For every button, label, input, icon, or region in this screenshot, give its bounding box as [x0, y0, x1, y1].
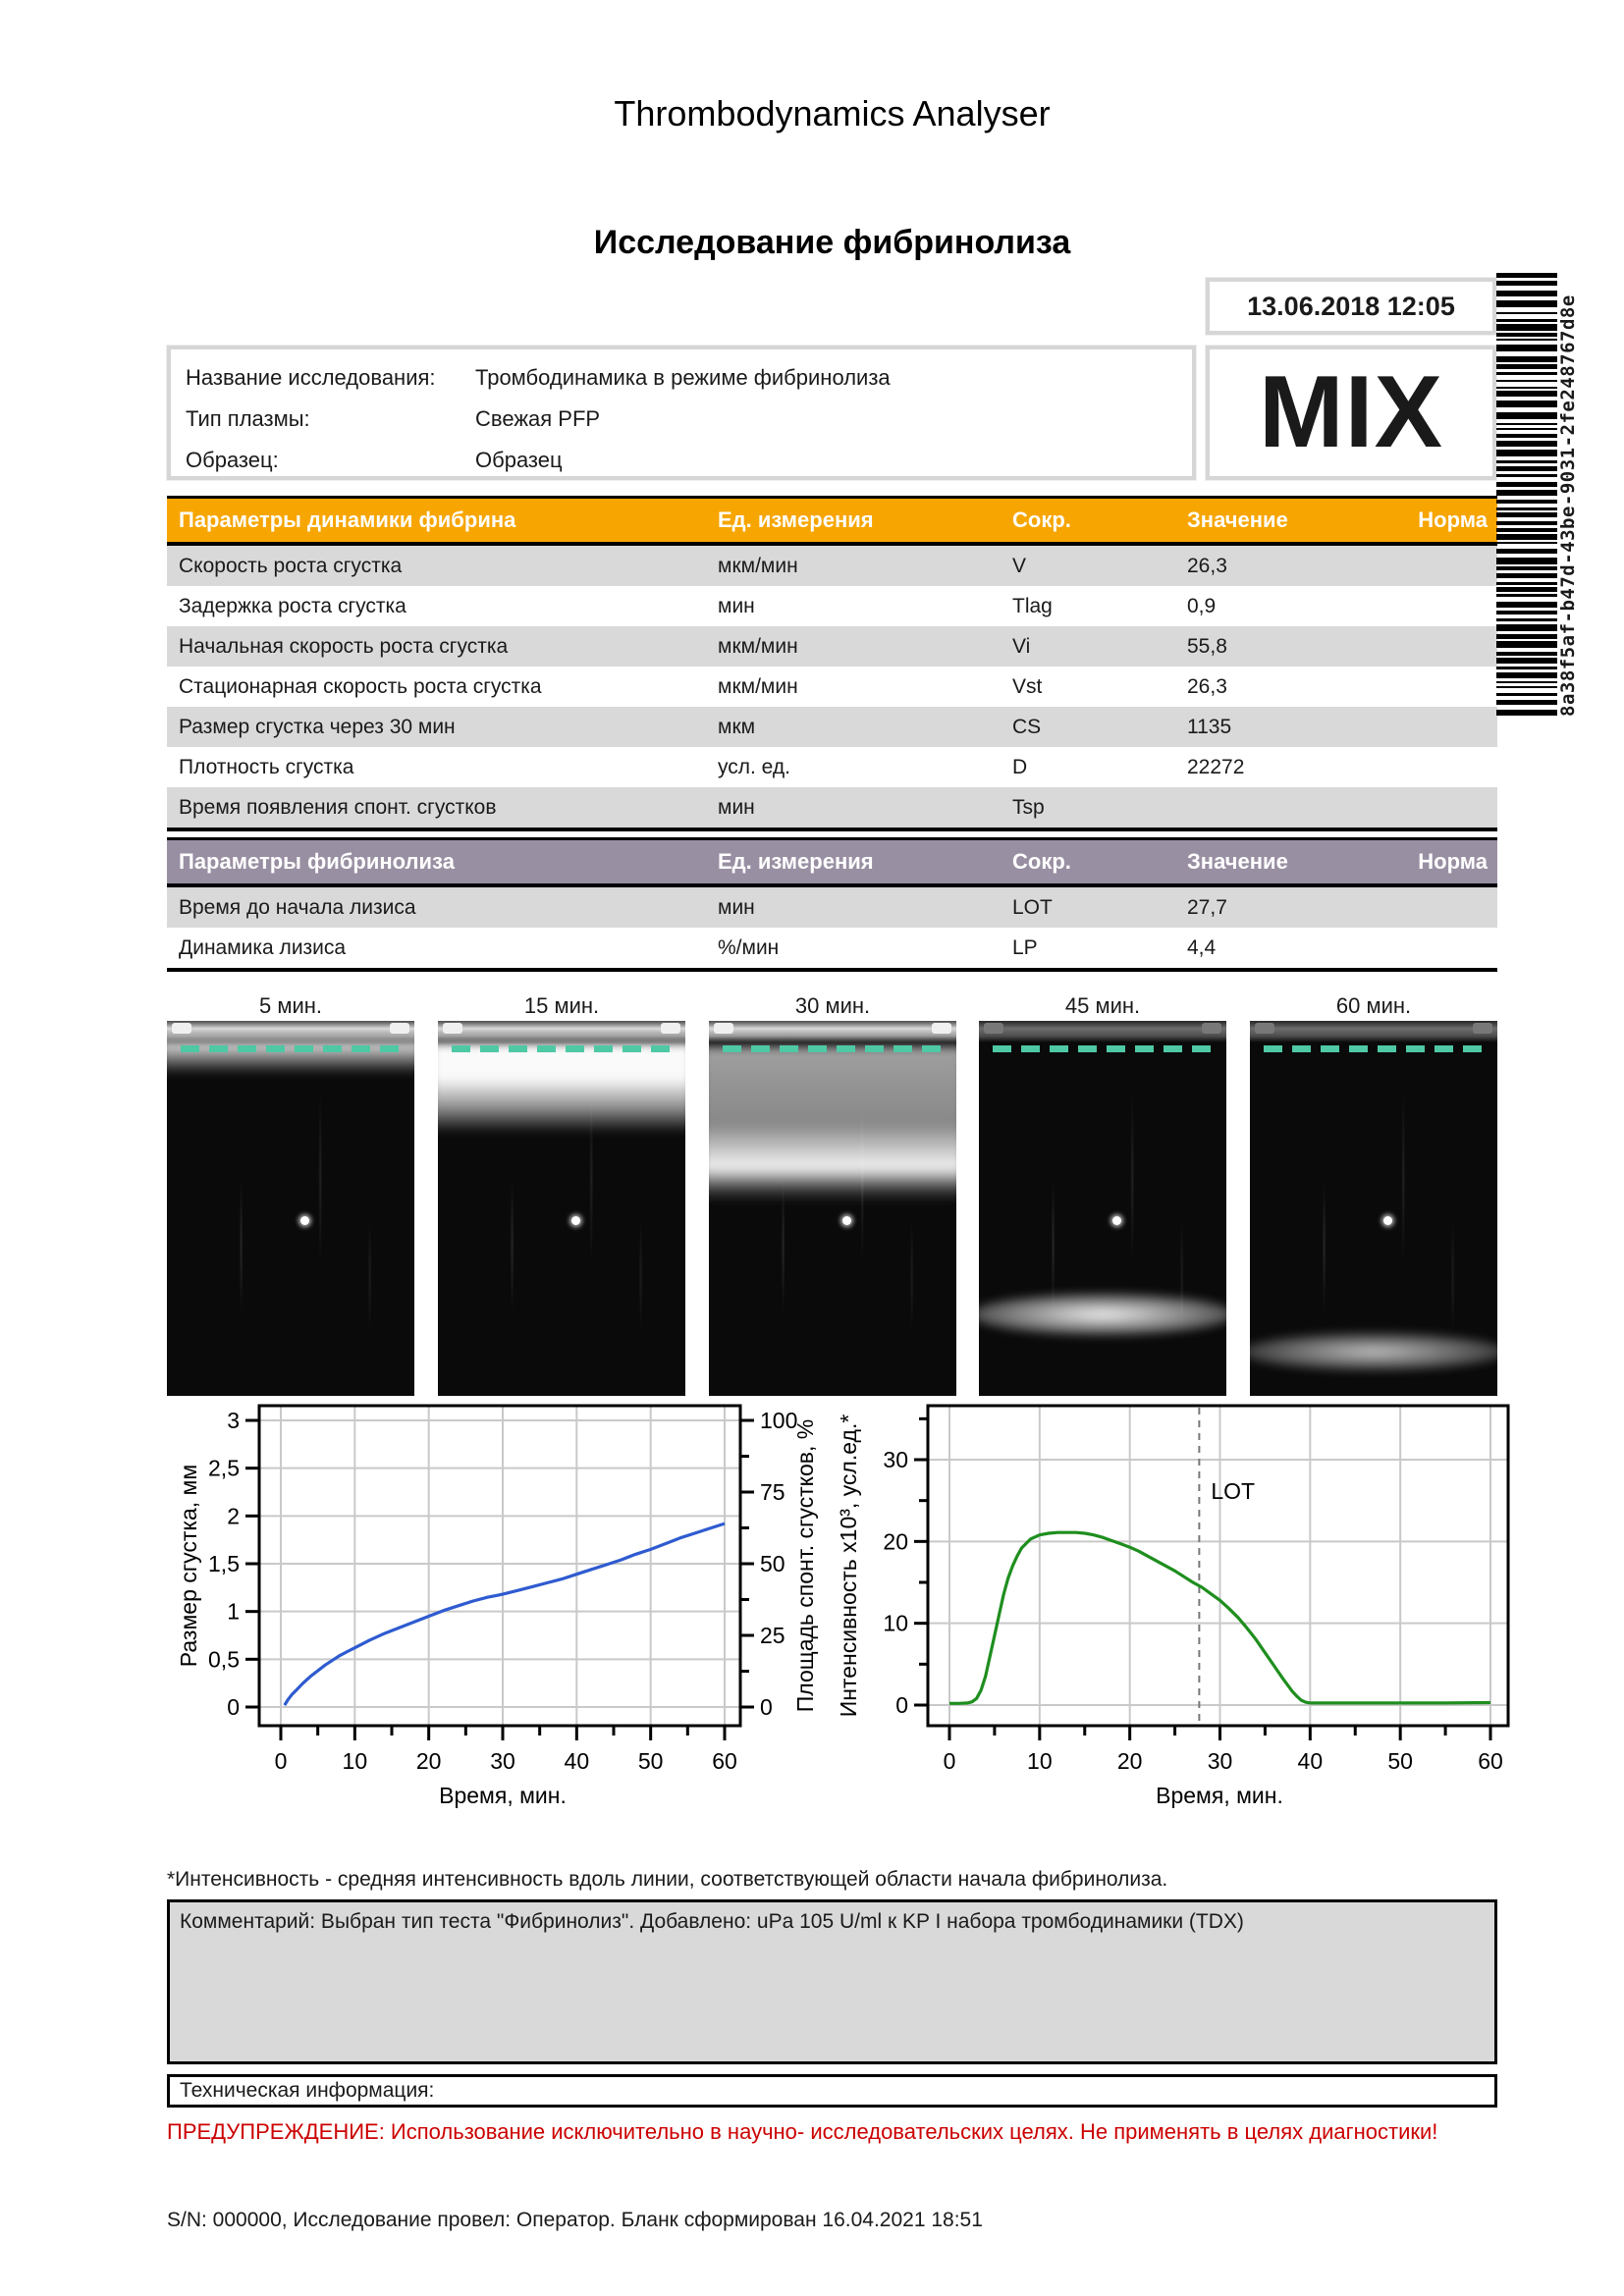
- table-row-cell: мкм/мин: [718, 635, 798, 658]
- table-row-cell: Задержка роста сгустка: [179, 595, 406, 617]
- table-row-cell: LP: [1012, 936, 1038, 959]
- barcode-bar: [1496, 387, 1557, 389]
- barcode-bar: [1496, 594, 1557, 597]
- table-row-cell: мкм/мин: [718, 555, 798, 577]
- lysis-start-dashed-line: [723, 1045, 943, 1052]
- barcode-bar: [1496, 364, 1557, 369]
- table-header: [167, 499, 1497, 542]
- table-row-cell: LOT: [1012, 896, 1053, 919]
- sample-type-badge: MIX: [1206, 346, 1496, 480]
- table-row-cell: мин: [718, 796, 755, 819]
- barcode-bar: [1496, 324, 1557, 331]
- photo-label-5min: 5 мин.: [258, 993, 323, 1018]
- chart-text: 0: [943, 1748, 956, 1774]
- barcode-bar: [1496, 441, 1557, 447]
- lysis-start-dashed-line: [181, 1045, 401, 1052]
- barcode-bar: [1496, 319, 1557, 322]
- table-header: [167, 840, 1497, 883]
- table-header-cell: Норма: [1418, 507, 1488, 532]
- barcode-bar: [1496, 667, 1557, 669]
- table-row-cell: мкм/мин: [718, 675, 798, 698]
- barcode-bar: [1496, 573, 1557, 578]
- footer-serial-line: S/N: 000000, Исследование провел: Оператор. Бланк сформирован 16.04.2021 18:51: [167, 2209, 983, 2231]
- clot-photo-60min: [1250, 1021, 1497, 1396]
- barcode-bar: [1496, 380, 1557, 382]
- info-value: Тромбодинамика в режиме фибринолиза: [475, 365, 891, 390]
- barcode-bar: [1496, 542, 1557, 544]
- info-row-study-name: [186, 357, 1192, 399]
- barcode-bar: [1496, 372, 1557, 375]
- chart-text: 0: [895, 1692, 908, 1718]
- barcode-bar: [1496, 428, 1557, 430]
- chart-text: LOT: [1211, 1478, 1256, 1504]
- clot-photo-30min: [709, 1021, 956, 1396]
- cuvette-edge: [438, 1021, 685, 1042]
- photo-label-30min: 30 мин.: [794, 993, 871, 1018]
- chart-text: 10: [883, 1610, 908, 1636]
- clot-photo-15min: [438, 1021, 685, 1396]
- barcode-bar: [1496, 652, 1557, 656]
- chart-text: 20: [883, 1528, 908, 1555]
- table-header-cell: Сокр.: [1012, 507, 1071, 532]
- lysis-start-dashed-line: [1264, 1045, 1484, 1052]
- clot-band: [1250, 1333, 1497, 1370]
- table-row-cell: Скорость роста сгустка: [179, 555, 403, 577]
- chart-series-clot-size-mm: [285, 1523, 725, 1705]
- barcode-bar: [1496, 693, 1557, 696]
- chart-text: 0,5: [208, 1646, 240, 1673]
- barcode-bar: [1496, 624, 1557, 631]
- bright-speck: [1112, 1216, 1121, 1225]
- table-row-cell: мкм: [718, 716, 756, 738]
- chart-text: 60: [1478, 1748, 1503, 1774]
- chart-text: 100: [760, 1408, 798, 1433]
- table-row-cell: Vst: [1012, 675, 1043, 698]
- clot-band: [709, 1046, 956, 1201]
- chart-text: 25: [760, 1623, 785, 1648]
- info-value: Образец: [475, 448, 563, 472]
- table-row-cell: %/мин: [718, 936, 780, 959]
- chart-text: 40: [1297, 1748, 1324, 1774]
- table-row-cell: Стационарная скорость роста сгустка: [179, 675, 542, 698]
- table-row-cell: V: [1012, 555, 1027, 577]
- table-row-cell: Tsp: [1012, 796, 1045, 819]
- barcode-bar: [1496, 273, 1557, 278]
- table-row-cell: Размер сгустка через 30 мин: [179, 716, 456, 738]
- table-header-cell: Параметры динамики фибрина: [179, 507, 516, 532]
- warning-text: ПРЕДУПРЕЖДЕНИЕ: Использование исключительно в научно- исследовательских целях. Не применять в целях диагностики!: [167, 2119, 1438, 2144]
- bright-speck: [842, 1216, 851, 1225]
- table-row: [167, 887, 1497, 928]
- barcode-bar: [1496, 686, 1557, 688]
- table-header-cell: Параметры фибринолиза: [179, 849, 455, 874]
- chart-text: 30: [1207, 1748, 1233, 1774]
- barcode-bar: [1496, 700, 1557, 705]
- table-row-cell: 26,3: [1187, 555, 1227, 577]
- barcode-bar: [1496, 534, 1557, 540]
- chart-text: 0: [274, 1748, 288, 1774]
- table-row: [167, 787, 1497, 828]
- cuvette-edge: [709, 1021, 956, 1042]
- barcode-bar: [1496, 466, 1557, 471]
- barcode-bar: [1496, 558, 1557, 564]
- chart-text: 50: [637, 1748, 664, 1774]
- table-row: [167, 667, 1497, 707]
- info-label: Образец:: [186, 448, 279, 472]
- clot-size-chart: [167, 1399, 854, 1821]
- table-header-cell: Ед. измерения: [718, 507, 874, 532]
- chart-text: 2,5: [208, 1455, 240, 1481]
- barcode-bar: [1496, 490, 1557, 496]
- info-label: Тип плазмы:: [186, 406, 310, 431]
- table-row-cell: 4,4: [1187, 936, 1217, 959]
- barcode-bar: [1496, 681, 1557, 683]
- intensity-footnote: *Интенсивность - средняя интенсивность вдоль линии, соответствующей области начала фибринолиза.: [167, 1868, 1168, 1891]
- chart-text: Время, мин.: [439, 1783, 567, 1808]
- chart-text: 60: [712, 1748, 737, 1774]
- chart-text: Интенсивность x10³, усл.ед.*: [836, 1414, 861, 1718]
- table-row: [167, 707, 1497, 747]
- clot-photo-5min: [167, 1021, 414, 1396]
- table-row-cell: 26,3: [1187, 675, 1227, 698]
- barcode-bar: [1496, 423, 1557, 425]
- chart-text: 40: [564, 1748, 590, 1774]
- chart-text: 2: [227, 1503, 240, 1529]
- barcode-bar: [1496, 710, 1557, 716]
- chart-text: Время, мин.: [1156, 1783, 1283, 1808]
- table-row-cell: мин: [718, 896, 755, 919]
- barcode-bar: [1496, 291, 1557, 296]
- chart-text: 75: [760, 1479, 785, 1505]
- table-row-cell: Плотность сгустка: [179, 756, 354, 778]
- chart-text: 50: [760, 1551, 785, 1576]
- chart-text: 10: [1027, 1748, 1053, 1774]
- chart-text: 30: [883, 1447, 908, 1472]
- chart-text: 0: [760, 1694, 773, 1720]
- barcode-bar: [1496, 474, 1557, 477]
- table-row-cell: мин: [718, 595, 755, 617]
- barcode-bar: [1496, 339, 1557, 341]
- cuvette-edge: [167, 1021, 414, 1042]
- chart-text: 50: [1387, 1748, 1413, 1774]
- barcode-text: 8a38f5af-b47d-43be-9031-2fe248767d8e: [1557, 294, 1579, 717]
- comment-box: Комментарий: Выбран тип теста "Фибринолиз". Добавлено: uPa 105 U/ml к KP I набора тромбодинамики (TDX): [167, 1899, 1497, 2064]
- table-row: [167, 586, 1497, 626]
- chart-text: 3: [227, 1408, 240, 1433]
- cuvette-edge: [1250, 1021, 1497, 1042]
- info-row-sample: [186, 440, 1192, 481]
- barcode-bar: [1496, 312, 1557, 314]
- lysis-start-dashed-line: [452, 1045, 672, 1052]
- table-row-cell: D: [1012, 756, 1028, 778]
- table-header-cell: Значение: [1187, 507, 1288, 532]
- table-row-cell: 55,8: [1187, 635, 1227, 658]
- parameter-tables: [167, 496, 1497, 972]
- table-row-cell: Время до начала лизиса: [179, 896, 416, 919]
- table-row-cell: Время появления спонт. сгустков: [179, 796, 497, 819]
- barcode-bar: [1496, 618, 1557, 621]
- barcode-bar: [1496, 641, 1557, 648]
- table-row-cell: Начальная скорость роста сгустка: [179, 635, 509, 658]
- lysis-start-dashed-line: [993, 1045, 1213, 1052]
- barcode-bar: [1496, 333, 1557, 337]
- app-title: Thrombodynamics Analyser: [614, 93, 1051, 133]
- clot-band: [979, 1294, 1226, 1335]
- bright-speck: [300, 1216, 309, 1225]
- barcode-bar: [1496, 521, 1557, 525]
- barcode-bar: [1496, 412, 1557, 419]
- technical-info-box: Техническая информация:: [167, 2074, 1497, 2108]
- bright-speck: [571, 1216, 580, 1225]
- barcode-bar: [1496, 507, 1557, 510]
- chart-text: Площадь спонт. сгустков, %: [792, 1418, 818, 1713]
- chart-text: Размер сгустка, мм: [176, 1464, 201, 1668]
- barcode-bar: [1496, 549, 1557, 554]
- photo-label-45min: 45 мин.: [1064, 993, 1141, 1018]
- chart-text: 0: [227, 1694, 240, 1720]
- barcode-bar: [1496, 300, 1557, 307]
- lysis-intensity-chart: [835, 1399, 1526, 1821]
- clot-photo-45min: [979, 1021, 1226, 1396]
- chart-text: 1,5: [208, 1551, 240, 1576]
- table-header-cell: Норма: [1418, 849, 1488, 874]
- bright-speck: [1383, 1216, 1392, 1225]
- chart-text: 1: [227, 1598, 240, 1625]
- barcode-bar: [1496, 634, 1557, 639]
- table-row-cell: Vi: [1012, 635, 1031, 658]
- barcode-bar: [1496, 281, 1557, 286]
- chart-text: 20: [1116, 1748, 1143, 1774]
- info-row-plasma-type: [186, 399, 1192, 440]
- barcode-bar: [1496, 512, 1557, 517]
- barcode-bar: [1496, 400, 1557, 407]
- table-row: [167, 928, 1497, 968]
- barcode-bar: [1496, 450, 1557, 456]
- barcode-bar: [1496, 566, 1557, 570]
- table-row-cell: усл. ед.: [718, 756, 790, 778]
- info-label: Название исследования:: [186, 365, 436, 390]
- clot-band: [438, 1042, 685, 1133]
- barcode-bar: [1496, 434, 1557, 438]
- barcode-bar: [1496, 602, 1557, 608]
- study-info-box: [167, 346, 1196, 480]
- cuvette-edge: [979, 1021, 1226, 1042]
- photo-label-15min: 15 мин.: [523, 993, 600, 1018]
- table-row: [167, 747, 1497, 787]
- barcode-bar: [1496, 482, 1557, 487]
- barcode-bar: [1496, 658, 1557, 664]
- report-datetime: 13.06.2018 12:05: [1206, 278, 1496, 335]
- table-header-cell: Сокр.: [1012, 849, 1071, 874]
- table-row: [167, 626, 1497, 667]
- table-row-cell: 1135: [1187, 716, 1232, 738]
- photo-label-60min: 60 мин.: [1335, 993, 1412, 1018]
- barcode-bar: [1496, 356, 1557, 362]
- table-row-cell: 22272: [1187, 756, 1245, 778]
- chart-text: 20: [415, 1748, 442, 1774]
- table-row-cell: CS: [1012, 716, 1042, 738]
- chart-text: 30: [490, 1748, 515, 1774]
- table-row-cell: Динамика лизиса: [179, 936, 347, 959]
- table-header-cell: Значение: [1187, 849, 1288, 874]
- barcode-bar: [1496, 460, 1557, 463]
- table-row-cell: 0,9: [1187, 595, 1217, 617]
- barcode-bar: [1496, 582, 1557, 585]
- report-title: Исследование фибринолиза: [593, 224, 1071, 261]
- table-row-cell: 27,7: [1187, 896, 1227, 919]
- info-value: Свежая PFP: [475, 406, 601, 431]
- barcode-bar: [1496, 500, 1557, 504]
- barcode-bar: [1496, 587, 1557, 592]
- barcode-bar: [1496, 672, 1557, 678]
- barcode-bar: [1496, 391, 1557, 397]
- table-header-cell: Ед. измерения: [718, 849, 874, 874]
- table-row-cell: Tlag: [1012, 595, 1053, 617]
- barcode: [1496, 273, 1557, 717]
- table-row: [167, 546, 1497, 586]
- chart-text: 10: [342, 1748, 368, 1774]
- barcode-bar: [1496, 345, 1557, 351]
- barcode-bar: [1496, 611, 1557, 614]
- barcode-bar: [1496, 528, 1557, 532]
